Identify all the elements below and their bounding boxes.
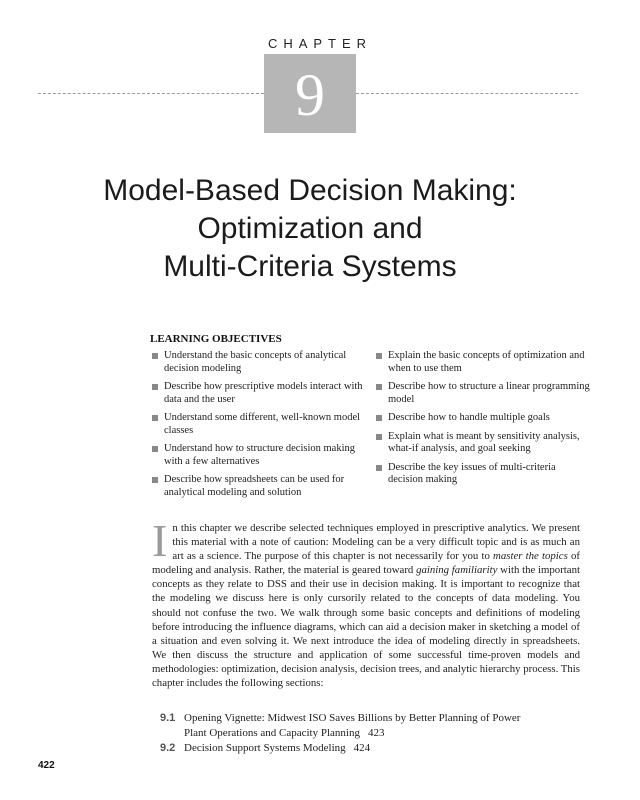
chapter-number: 9 bbox=[295, 62, 325, 128]
objectives-left-column bbox=[152, 350, 366, 505]
drop-cap: I bbox=[152, 515, 168, 566]
toc-section-number: 9.2 bbox=[160, 742, 176, 754]
objective-item: Understand the basic concepts of analytical decision modeling bbox=[152, 350, 366, 375]
objective-item: Describe how prescriptive models interact with data and the user bbox=[152, 381, 366, 406]
objective-item: Describe how to structure a linear programming model bbox=[376, 381, 590, 406]
square-bullet-icon bbox=[152, 353, 158, 359]
objective-item: Understand some different, well-known model classes bbox=[152, 412, 366, 437]
square-bullet-icon bbox=[376, 434, 382, 440]
toc-section-title: Decision Support Systems Modeling bbox=[184, 742, 346, 754]
toc-section-number: 9.1 bbox=[160, 712, 176, 724]
chapter-rule-right bbox=[356, 93, 578, 94]
chapter-rule-left bbox=[38, 93, 264, 94]
toc-entry[interactable] bbox=[160, 741, 580, 756]
objective-item: Describe how spreadsheets can be used for analytical modeling and solution bbox=[152, 474, 366, 499]
emphasis-master-topics: master the topics bbox=[493, 550, 568, 563]
page-number: 422 bbox=[38, 760, 55, 771]
square-bullet-icon bbox=[376, 465, 382, 471]
objective-item: Understand how to structure decision making with a few alternatives bbox=[152, 443, 366, 468]
square-bullet-icon bbox=[376, 353, 382, 359]
square-bullet-icon bbox=[152, 446, 158, 452]
chapter-title bbox=[40, 172, 580, 286]
objectives-right-column bbox=[376, 350, 590, 493]
square-bullet-icon bbox=[376, 415, 382, 421]
emphasis-gaining-familiarity: gaining familiarity bbox=[416, 564, 498, 577]
toc-page-number: 423 bbox=[367, 727, 385, 739]
square-bullet-icon bbox=[152, 415, 158, 421]
toc-entry[interactable] bbox=[160, 711, 580, 741]
objective-item: Describe how to handle multiple goals bbox=[376, 412, 590, 425]
objective-item: Describe the key issues of multi-criteria decision making bbox=[376, 462, 590, 487]
objective-item: Explain what is meant by sensitivity analysis, what-if analysis, and goal seeking bbox=[376, 431, 590, 456]
title-line-1: Model-Based Decision Making: bbox=[103, 174, 517, 207]
toc-section-title: Opening Vignette: Midwest ISO Saves Billions by Better Planning of Power bbox=[184, 712, 521, 724]
title-line-2: Optimization and bbox=[197, 212, 423, 245]
learning-objectives-heading: LEARNING OBJECTIVES bbox=[150, 333, 282, 345]
square-bullet-icon bbox=[152, 384, 158, 390]
objective-item: Explain the basic concepts of optimization and when to use them bbox=[376, 350, 590, 375]
toc-section-title-cont: Plant Operations and Capacity Planning bbox=[184, 727, 360, 739]
intro-paragraph: In this chapter we describe selected techniques employed in prescriptive analytics. We present this material with a note of caution: Modeling can be a very difficult topic and is as much an art as a science. The purpose of this chapter is not necessarily for you to master the topics of modeling and analysis. Rather, the material is geared toward gaining familiarity with the important concepts as they relate to DSS and their use in decision making. It is important to recognize that the modeling we discuss here is only cursorily related to the concepts of data modeling. You should not confuse the two. We walk through some basic concepts and definitions of modeling before introducing the influence diagrams, which can aid a decision maker in sketching a model of a situation and even solving it. We next introduce the idea of modeling directly in spreadsheets. We then discuss the structure and application of some successful time-proven models and methodologies: optimization, decision analysis, decision trees, and analytic hierarchy process. This chapter includes the following sections: bbox=[152, 515, 580, 690]
square-bullet-icon bbox=[152, 477, 158, 483]
chapter-label: CHAPTER bbox=[267, 36, 373, 51]
toc-page-number: 424 bbox=[353, 742, 371, 754]
square-bullet-icon bbox=[376, 384, 382, 390]
title-line-3: Multi-Criteria Systems bbox=[163, 250, 457, 283]
